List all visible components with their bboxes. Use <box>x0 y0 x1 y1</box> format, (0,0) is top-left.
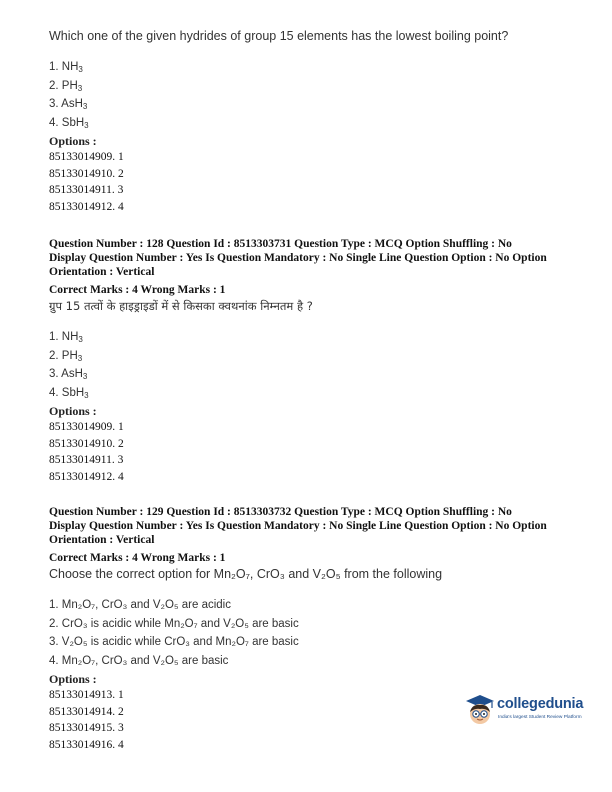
option-id: 85133014913. 1 <box>49 689 124 701</box>
option-id: 85133014910. 2 <box>49 167 124 180</box>
question-127 <box>49 28 589 215</box>
options-heading: Options : <box>49 134 97 148</box>
mascot-icon <box>463 693 497 727</box>
options-heading: Options : <box>49 672 97 686</box>
question-text: Choose the correct option for Mn₂O₇, CrO₃ and V₂O₅ from the following <box>49 567 443 581</box>
answer-option-3: 3. V₂O₅ is acidic while CrO₃ and Mn₂O₇ are basic <box>49 636 299 648</box>
question-meta: Orientation : Vertical <box>49 266 155 278</box>
logo-wordmark: collegedunia <box>497 696 584 712</box>
answer-option-4: 4. SbH$_3$ <box>49 386 89 400</box>
answer-option-4: 4. SbH$_3$ <box>49 116 89 130</box>
answer-option-1: 1. Mn₂O₇, CrO₃ and V₂O₅ are acidic <box>49 599 231 611</box>
question-128 <box>49 237 589 485</box>
option-id: 85133014910. 2 <box>49 437 124 450</box>
answer-option-3: 3. AsH$_3$ <box>49 98 88 111</box>
answer-option-1: 1. $NH_3$ <box>49 61 83 74</box>
option-id: 85133014915. 3 <box>49 722 124 734</box>
option-id: 85133014911. 3 <box>49 184 124 196</box>
question-meta: Orientation : Vertical <box>49 534 155 546</box>
option-id: 85133014909. 1 <box>49 421 124 433</box>
answer-option-3: 3. AsH$_3$ <box>49 368 88 381</box>
option-id: 85133014912. 4 <box>49 470 124 483</box>
question-meta: Display Question Number : Yes Is Question Mandatory : No Single Line Question Option : No Option <box>49 520 547 532</box>
question-text: ग्रुप 15 तत्वों के हाइड्राइडों में से किसका क्‍वथनांक निम्नतम है ? <box>49 299 313 313</box>
options-heading: Options : <box>49 404 97 418</box>
collegedunia-logo <box>463 690 603 730</box>
option-id: 85133014909. 1 <box>49 151 124 163</box>
option-id: 85133014912. 4 <box>49 200 124 213</box>
answer-options <box>49 328 589 402</box>
option-id: 85133014911. 3 <box>49 454 124 466</box>
answer-options <box>49 58 589 132</box>
question-text: Which one of the given hydrides of group 15 elements has the lowest boiling point? <box>49 29 509 43</box>
question-meta: Question Number : 129 Question Id : 8513303732 Question Type : MCQ Option Shuffling : No <box>49 506 512 518</box>
option-id: 85133014914. 2 <box>49 705 124 718</box>
answer-option-4: 4. Mn₂O₇, CrO₃ and V₂O₅ are basic <box>49 654 229 667</box>
option-id: 85133014916. 4 <box>49 738 124 751</box>
logo-tagline: India's largest Student Review Platform <box>498 715 582 720</box>
answer-option-1: 1. $NH_3$ <box>49 331 83 344</box>
question-meta: Display Question Number : Yes Is Question Mandatory : No Single Line Question Option : No Option <box>49 252 547 264</box>
question-marks: Correct Marks : 4 Wrong Marks : 1 <box>49 284 226 296</box>
answer-options <box>49 596 589 670</box>
question-marks: Correct Marks : 4 Wrong Marks : 1 <box>49 552 226 564</box>
question-meta: Question Number : 128 Question Id : 8513303731 Question Type : MCQ Option Shuffling : No <box>49 238 512 250</box>
answer-option-2: 2. $PH_3$ <box>49 79 83 93</box>
answer-option-2: 2. CrO₃ is acidic while Mn₂O₇ and V₂O₅ are basic <box>49 617 299 630</box>
answer-option-2: 2. $PH_3$ <box>49 349 83 363</box>
